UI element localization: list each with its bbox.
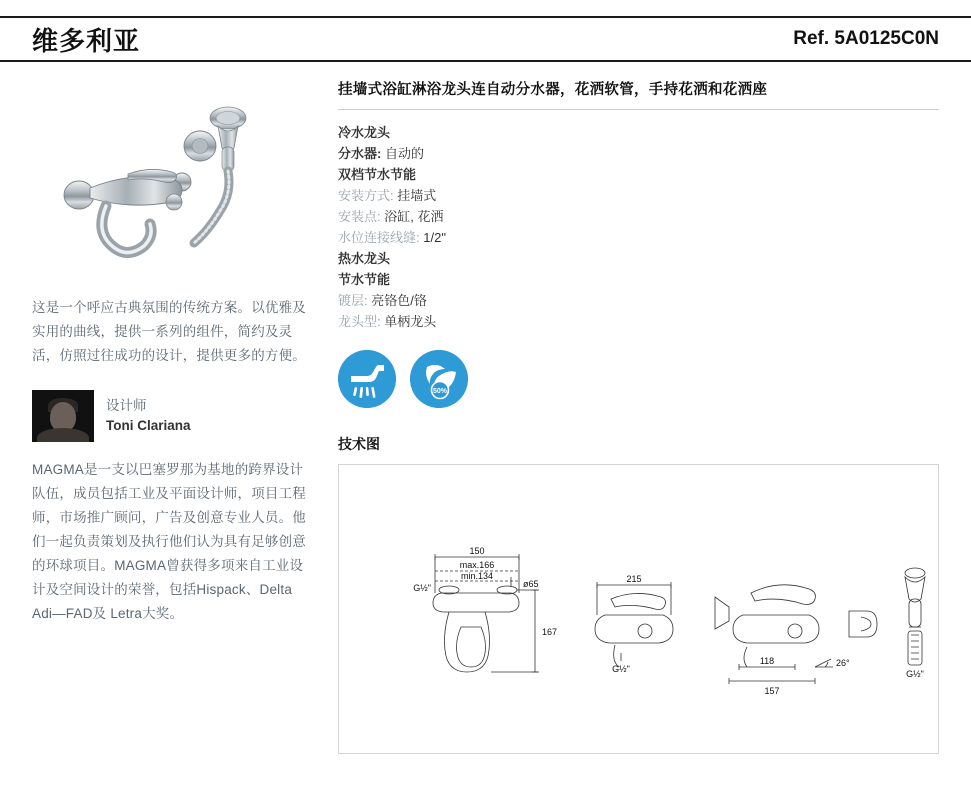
- eco-badge-label: 50%: [432, 388, 448, 395]
- spec-row: [338, 248, 939, 269]
- spec-key: 水位连接线缝:: [338, 230, 420, 245]
- dimension-label: ø65: [523, 579, 539, 589]
- dimension-label: 118: [759, 656, 775, 666]
- spec-key: 安装点:: [338, 209, 381, 224]
- spec-key: 龙头型:: [338, 314, 381, 329]
- dimension-label: min.134: [460, 571, 494, 581]
- page-title: 维多利亚: [32, 25, 141, 56]
- feature-badges: [338, 350, 939, 408]
- spec-value: 自动的: [384, 146, 424, 161]
- left-column: [32, 78, 310, 626]
- spec-row: [338, 164, 939, 185]
- spec-value: 亮铬色/铬: [371, 293, 427, 308]
- designer-block: [32, 390, 310, 442]
- tech-drawing-box: [338, 464, 939, 754]
- product-title: 挂墙式浴缸淋浴龙头连自动分水器，花洒软管，手持花洒和花洒座: [338, 78, 939, 110]
- product-photo: [32, 78, 302, 288]
- faucet-illustration: [32, 78, 302, 288]
- product-reference: Ref. 5A0125C0N: [793, 28, 939, 49]
- spec-key: 镀层:: [338, 293, 368, 308]
- spec-row: [338, 143, 939, 164]
- eco-saving-icon: [410, 350, 468, 408]
- spec-key: 热水龙头: [338, 251, 391, 266]
- spec-row: [338, 227, 939, 248]
- spec-key: 安装方式:: [338, 188, 394, 203]
- spec-key: 双档节水节能: [338, 167, 417, 182]
- spec-row: [338, 269, 939, 290]
- water-saving-icon: [338, 350, 396, 408]
- designer-role-label: 设计师: [106, 397, 147, 413]
- spec-list: [338, 122, 939, 332]
- technical-drawing: [339, 465, 938, 753]
- product-description: 这是一个呼应古典氛围的传统方案。以优雅及实用的曲线，提供一系列的组件，简约及灵活，仿照过往成功的设计，提供更多的方便。: [32, 300, 306, 363]
- dimension-label: 150: [469, 546, 485, 556]
- spec-value: 单柄龙头: [384, 314, 437, 329]
- spec-key: 分水器:: [338, 146, 382, 161]
- spec-value: 挂墙式: [397, 188, 437, 203]
- spec-value: 1/2": [423, 230, 446, 245]
- page-header: [0, 16, 971, 62]
- designer-bio: MAGMA是一支以巴塞罗那为基地的跨界设计队伍，成员包括工业及平面设计师，项目工程师，市场推广顾问，广告及创意专业人员。他们一起负责策划及执行他们认为具有足够创意的环球项目。MAGMA曾获得多项来自工业设计及空间设计的荣誉，包括Hispack、Delta Adi—FAD及 Letra大奖。: [32, 462, 306, 621]
- spec-row: [338, 122, 939, 143]
- dimension-label: G½": [906, 669, 924, 679]
- dimension-label: 215: [626, 574, 642, 584]
- spec-value: 浴缸, 花洒: [384, 209, 444, 224]
- dimension-label: 167: [542, 627, 558, 637]
- dimension-label: G½": [413, 583, 431, 593]
- designer-name: Toni Clariana: [106, 418, 191, 433]
- dimension-label: G½": [612, 664, 630, 674]
- dimension-label: 157: [764, 686, 780, 696]
- spec-row: [338, 290, 939, 311]
- spec-row: [338, 311, 939, 332]
- right-column: [338, 78, 939, 754]
- spec-key: 节水节能: [338, 272, 391, 287]
- dimension-label: max.166: [459, 560, 495, 570]
- spec-key: 冷水龙头: [338, 125, 391, 140]
- designer-avatar: [32, 390, 94, 442]
- spec-row: [338, 185, 939, 206]
- tech-drawing-title: 技术图: [338, 436, 380, 452]
- spec-row: [338, 206, 939, 227]
- dimension-label: 26°: [836, 658, 850, 668]
